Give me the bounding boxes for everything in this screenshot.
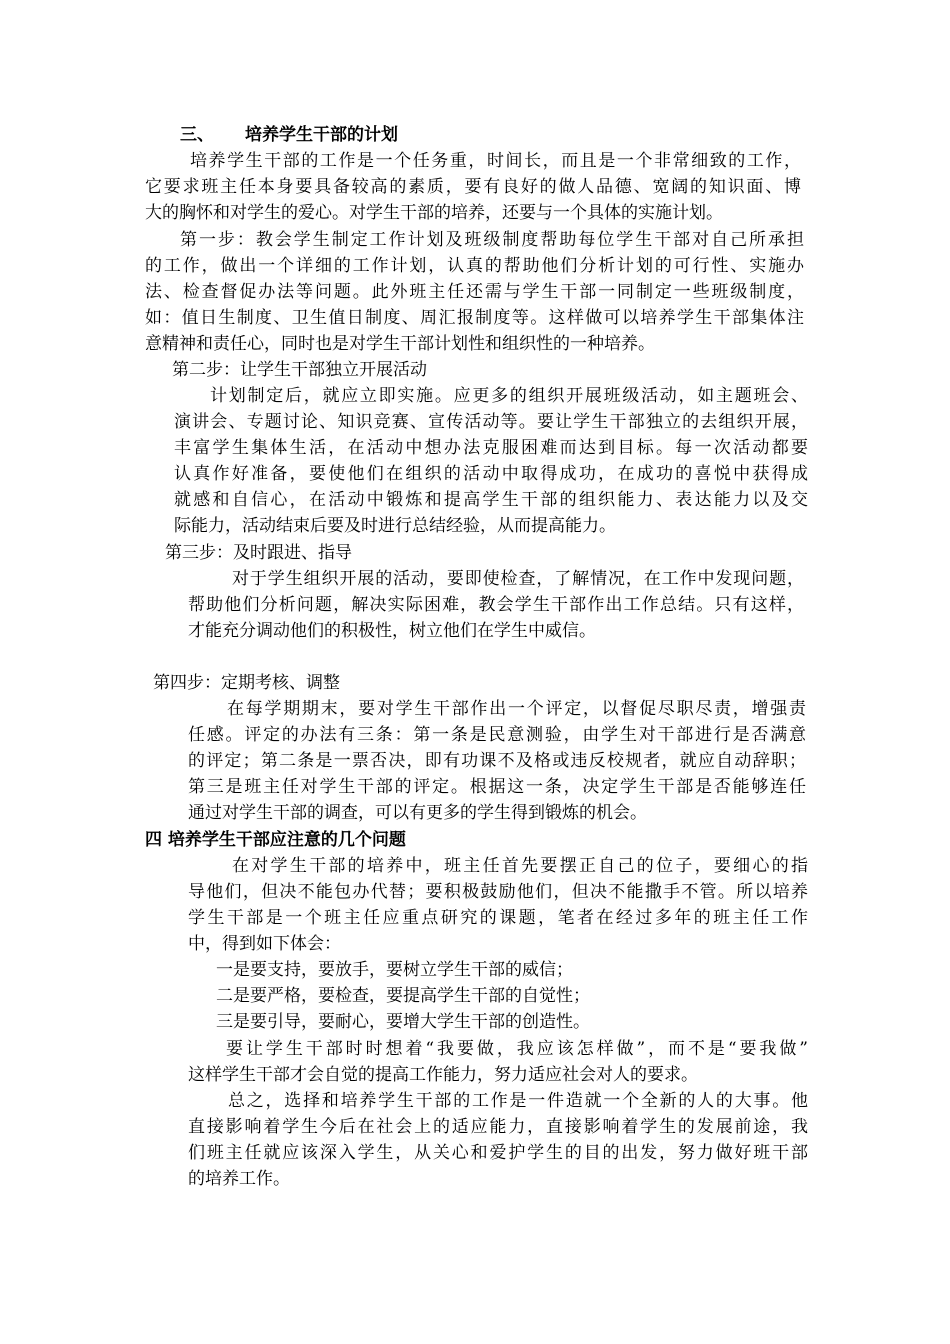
- step4-heading: 第四步：定期考核、调整: [153, 673, 340, 693]
- step1-line: 第一步：教会学生制定工作计划及班级制度帮助每位学生干部对自己所承担: [180, 230, 804, 250]
- point-item: 三是要引导，要耐心，要增大学生干部的创造性。: [216, 1012, 590, 1032]
- step2-line: 演讲会、专题讨论、知识竞赛、宣传活动等。要让学生干部独立的去组织开展，: [174, 412, 808, 432]
- section-3-title: 培养学生干部的计划: [245, 125, 398, 145]
- step4-line: 第三是班主任对学生干部的评定。根据这一条，决定学生干部是否能够连任: [188, 777, 806, 797]
- step3-line: 对于学生组织开展的活动，要即使检查，了解情况，在工作中发现问题，: [232, 569, 804, 589]
- step3-line: 才能充分调动他们的积极性，树立他们在学生中威信。: [188, 621, 596, 641]
- step4-line: 通过对学生干部的调查，可以有更多的学生得到锻炼的机会。: [188, 803, 647, 823]
- step1-line: 的工作，做出一个详细的工作计划，认真的帮助他们分析计划的可行性、实施办: [145, 256, 804, 276]
- section-3-number: 三、: [180, 125, 214, 145]
- section4-para-line: 这样学生干部才会自觉的提高工作能力，努力适应社会对人的要求。: [188, 1065, 698, 1085]
- step2-heading: 第二步：让学生干部独立开展活动: [172, 360, 427, 380]
- intro-line: 培养学生干部的工作是一个任务重，时间长，而且是一个非常细致的工作，: [190, 151, 801, 171]
- section4-para-line: 中，得到如下体会：: [188, 934, 341, 954]
- step2-line: 认真作好准备，要使他们在组织的活动中取得成功，在成功的喜悦中获得成: [174, 464, 808, 484]
- step4-line: 的评定；第二条是一票否决，即有功课不及格或违反校规者，就应自动辞职；: [188, 751, 806, 771]
- step2-line: 际能力，活动结束后要及时进行总结经验，从而提高能力。: [174, 516, 616, 536]
- step1-line: 如：值日生制度、卫生值日制度、周汇报制度等。这样做可以培养学生干部集体注: [145, 308, 804, 328]
- section-4-title: 四 培养学生干部应注意的几个问题: [145, 830, 406, 850]
- point-item: 一是要支持，要放手，要树立学生干部的威信；: [216, 960, 573, 980]
- step2-line: 计划制定后，就应立即实施。应更多的组织开展班级活动，如主题班会、: [210, 386, 808, 406]
- step3-heading: 第三步：及时跟进、指导: [165, 543, 352, 563]
- step1-line: 法、检查督促办法等问题。此外班主任还需与学生干部一同制定一些班级制度，: [145, 282, 804, 302]
- intro-line: 大的胸怀和对学生的爱心。对学生干部的培养，还要与一个具体的实施计划。: [145, 203, 723, 223]
- step4-line: 任感。评定的办法有三条：第一条是民意测验，由学生对干部进行是否满意: [188, 725, 806, 745]
- section4-para-line: 学生干部是一个班主任应重点研究的课题，笔者在经过多年的班主任工作: [188, 908, 808, 928]
- point-item: 二是要严格，要检查，要提高学生干部的自觉性；: [216, 986, 590, 1006]
- section4-para-line: 的培养工作。: [188, 1169, 290, 1189]
- section4-para-line: 导他们，但决不能包办代替；要积极鼓励他们，但决不能撒手不管。所以培养: [188, 882, 808, 902]
- step1-line: 意精神和责任心，同时也是对学生干部计划性和组织性的一种培养。: [145, 334, 655, 354]
- step2-line: 就感和自信心，在活动中锻炼和提高学生干部的组织能力、表达能力以及交: [174, 490, 808, 510]
- section4-para-line: 总之，选择和培养学生干部的工作是一件造就一个全新的人的大事。他: [228, 1091, 808, 1111]
- intro-line: 它要求班主任本身要具备较高的素质，要有良好的做人品德、宽阔的知识面、博: [145, 177, 801, 197]
- step2-line: 丰富学生集体生活，在活动中想办法克服困难而达到目标。每一次活动都要: [174, 438, 808, 458]
- section4-para-line: 们班主任就应该深入学生，从关心和爱护学生的目的出发，努力做好班干部: [188, 1143, 808, 1163]
- section4-para-line: 在对学生干部的培养中，班主任首先要摆正自己的位子，要细心的指: [232, 856, 808, 876]
- step4-line: 在每学期期末，要对学生干部作出一个评定，以督促尽职尽责，增强责: [227, 699, 806, 719]
- section4-para-line: 要让学生干部时时想着“我要做，我应该怎样做”，而不是“要我做”: [226, 1039, 808, 1059]
- step3-line: 帮助他们分析问题，解决实际困难，教会学生干部作出工作总结。只有这样，: [188, 595, 804, 615]
- section4-para-line: 直接影响着学生今后在社会上的适应能力，直接影响着学生的发展前途，我: [188, 1117, 808, 1137]
